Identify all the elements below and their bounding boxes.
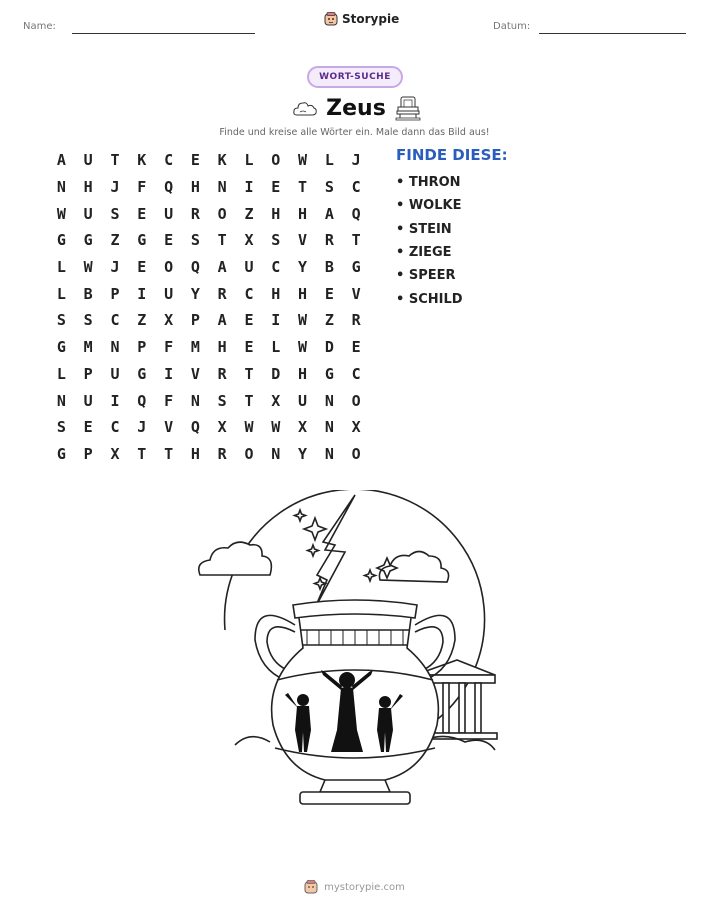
grid-letter[interactable]: N — [56, 178, 66, 197]
grid-letter[interactable]: Z — [324, 311, 334, 330]
throne-icon — [394, 95, 422, 121]
grid-letter[interactable]: E — [324, 284, 334, 303]
grid-letter[interactable]: Z — [110, 231, 120, 250]
grid-letter[interactable]: I — [164, 364, 174, 383]
grid-letter[interactable]: T — [351, 231, 361, 250]
word-item: • WOLKE — [396, 198, 462, 214]
word-item: • SCHILD — [396, 291, 463, 307]
grid-letter[interactable]: H — [271, 204, 281, 223]
grid-letter[interactable]: G — [137, 364, 147, 383]
grid-letter[interactable]: U — [298, 391, 308, 410]
grid-letter[interactable]: A — [217, 311, 227, 330]
grid-letter[interactable]: E — [137, 258, 147, 277]
grid-letter[interactable]: T — [217, 231, 227, 250]
grid-letter[interactable]: H — [190, 178, 200, 197]
grid-letter[interactable]: P — [137, 338, 147, 357]
footer-url[interactable]: mystorypie.com — [324, 881, 405, 893]
grid-letter[interactable]: T — [137, 444, 147, 463]
grid-letter[interactable]: A — [217, 258, 227, 277]
grid-letter[interactable]: X — [217, 418, 227, 437]
grid-row — [48, 254, 370, 281]
grid-letter[interactable]: W — [244, 418, 254, 437]
grid-letter[interactable]: Q — [351, 204, 361, 223]
title-row — [282, 92, 432, 124]
grid-letter[interactable]: O — [351, 391, 361, 410]
grid-letter[interactable]: Y — [298, 258, 308, 277]
name-label: Name: — [23, 21, 56, 32]
instructions: Finde und kreise alle Wörter ein. Male dann das Bild aus! — [219, 127, 490, 138]
grid-letter[interactable]: V — [164, 418, 174, 437]
brand — [324, 12, 399, 26]
grid-letter[interactable]: V — [298, 231, 308, 250]
grid-letter[interactable]: E — [244, 338, 254, 357]
grid-letter[interactable]: W — [298, 311, 308, 330]
grid-letter[interactable]: U — [244, 258, 254, 277]
grid-letter[interactable]: A — [56, 151, 66, 170]
grid-letter[interactable]: W — [56, 204, 66, 223]
grid-letter[interactable]: B — [83, 284, 93, 303]
grid-letter[interactable]: H — [83, 178, 93, 197]
grid-letter[interactable]: X — [110, 444, 120, 463]
grid-letter[interactable]: V — [351, 284, 361, 303]
grid-letter[interactable]: E — [190, 151, 200, 170]
grid-letter[interactable]: J — [110, 258, 120, 277]
grid-letter[interactable]: D — [271, 364, 281, 383]
grid-row — [48, 227, 370, 254]
grid-letter[interactable]: J — [351, 151, 361, 170]
grid-letter[interactable]: K — [137, 151, 147, 170]
grid-letter[interactable]: R — [217, 284, 227, 303]
grid-letter[interactable]: R — [324, 231, 334, 250]
grid-letter[interactable]: L — [324, 151, 334, 170]
grid-letter[interactable]: Q — [137, 391, 147, 410]
grid-letter[interactable]: U — [164, 204, 174, 223]
grid-letter[interactable]: H — [298, 364, 308, 383]
grid-letter[interactable]: F — [164, 338, 174, 357]
grid-letter[interactable]: O — [164, 258, 174, 277]
footer — [0, 880, 709, 894]
grid-letter[interactable]: O — [351, 444, 361, 463]
grid-letter[interactable]: T — [298, 178, 308, 197]
grid-letter[interactable]: U — [83, 151, 93, 170]
grid-row — [48, 280, 370, 307]
grid-letter[interactable]: G — [351, 258, 361, 277]
grid-letter[interactable]: E — [351, 338, 361, 357]
grid-letter[interactable]: X — [164, 311, 174, 330]
grid-letter[interactable]: O — [217, 204, 227, 223]
grid-letter[interactable]: C — [244, 284, 254, 303]
date-label: Datum: — [493, 21, 531, 32]
grid-letter[interactable]: U — [110, 364, 120, 383]
grid-letter[interactable]: L — [244, 151, 254, 170]
grid-letter[interactable]: Z — [244, 204, 254, 223]
grid-letter[interactable]: H — [190, 444, 200, 463]
word-item: • STEIN — [396, 221, 452, 237]
grid-letter[interactable]: C — [164, 151, 174, 170]
grid-row — [48, 174, 370, 201]
grid-letter[interactable]: L — [56, 284, 66, 303]
grid-letter[interactable]: W — [83, 258, 93, 277]
grid-letter[interactable]: G — [83, 231, 93, 250]
grid-row — [48, 414, 370, 441]
grid-letter[interactable]: H — [298, 284, 308, 303]
date-line[interactable] — [539, 33, 686, 34]
grid-letter[interactable]: H — [217, 338, 227, 357]
grid-letter[interactable]: C — [110, 418, 120, 437]
grid-letter[interactable]: H — [298, 204, 308, 223]
grid-letter[interactable]: E — [244, 311, 254, 330]
grid-letter[interactable]: N — [324, 444, 334, 463]
grid-letter[interactable]: H — [271, 284, 281, 303]
page-title: Zeus — [326, 95, 386, 121]
grid-letter[interactable]: C — [351, 364, 361, 383]
grid-letter[interactable]: C — [271, 258, 281, 277]
grid-letter[interactable]: R — [351, 311, 361, 330]
grid-letter[interactable]: C — [351, 178, 361, 197]
grid-letter[interactable]: N — [217, 178, 227, 197]
grid-letter[interactable]: W — [298, 338, 308, 357]
word-list — [396, 171, 463, 311]
grid-letter[interactable]: S — [56, 418, 66, 437]
grid-letter[interactable]: T — [164, 444, 174, 463]
grid-letter[interactable]: G — [56, 444, 66, 463]
grid-letter[interactable]: O — [271, 151, 281, 170]
grid-letter[interactable]: K — [217, 151, 227, 170]
grid-letter[interactable]: Z — [137, 311, 147, 330]
grid-row — [48, 441, 370, 468]
grid-letter[interactable]: L — [56, 364, 66, 383]
grid-letter[interactable]: E — [164, 231, 174, 250]
grid-letter[interactable]: P — [83, 364, 93, 383]
grid-letter[interactable]: I — [137, 284, 147, 303]
grid-letter[interactable]: V — [190, 364, 200, 383]
word-item: • THRON — [396, 175, 461, 191]
grid-letter[interactable]: Q — [164, 178, 174, 197]
grid-letter[interactable]: T — [244, 364, 254, 383]
grid-letter[interactable]: F — [137, 178, 147, 197]
grid-letter[interactable]: Y — [298, 444, 308, 463]
grid-letter[interactable]: O — [244, 444, 254, 463]
grid-letter[interactable]: P — [110, 284, 120, 303]
grid-letter[interactable]: P — [83, 444, 93, 463]
grid-letter[interactable]: U — [83, 204, 93, 223]
grid-letter[interactable]: X — [244, 231, 254, 250]
grid-row — [48, 361, 370, 388]
grid-letter[interactable]: M — [83, 338, 93, 357]
grid-letter[interactable]: J — [137, 418, 147, 437]
grid-letter[interactable]: M — [190, 338, 200, 357]
grid-row — [48, 334, 370, 361]
grid-letter[interactable]: G — [56, 338, 66, 357]
grid-letter[interactable]: G — [324, 364, 334, 383]
storypie-logo-icon — [324, 12, 338, 26]
grid-letter[interactable]: U — [164, 284, 174, 303]
find-list-title: FINDE DIESE: — [396, 146, 508, 164]
grid-letter[interactable]: G — [137, 231, 147, 250]
grid-letter[interactable]: S — [190, 231, 200, 250]
grid-letter[interactable]: Q — [190, 418, 200, 437]
grid-letter[interactable]: C — [110, 311, 120, 330]
grid-letter[interactable]: F — [164, 391, 174, 410]
grid-letter[interactable]: N — [324, 391, 334, 410]
grid-letter[interactable]: E — [271, 178, 281, 197]
grid-letter[interactable]: I — [271, 311, 281, 330]
grid-letter[interactable]: E — [83, 418, 93, 437]
cloud-icon — [292, 98, 318, 118]
grid-letter[interactable]: N — [271, 444, 281, 463]
grid-letter[interactable]: R — [190, 204, 200, 223]
grid-row — [48, 147, 370, 174]
grid-letter[interactable]: X — [351, 418, 361, 437]
grid-letter[interactable]: W — [298, 151, 308, 170]
grid-letter[interactable]: R — [217, 444, 227, 463]
grid-letter[interactable]: N — [324, 418, 334, 437]
grid-row — [48, 200, 370, 227]
grid-letter[interactable]: R — [217, 364, 227, 383]
brand-name: Storypie — [342, 12, 400, 26]
grid-letter[interactable]: T — [244, 391, 254, 410]
grid-letter[interactable]: S — [83, 311, 93, 330]
grid-letter[interactable]: X — [271, 391, 281, 410]
word-item: • ZIEGE — [396, 245, 452, 261]
grid-letter[interactable]: W — [271, 418, 281, 437]
grid-letter[interactable]: I — [244, 178, 254, 197]
grid-letter[interactable]: I — [110, 391, 120, 410]
zeus-vase-coloring-illustration[interactable] — [195, 490, 515, 815]
grid-letter[interactable]: Y — [190, 284, 200, 303]
grid-letter[interactable]: D — [324, 338, 334, 357]
grid-letter[interactable]: S — [56, 311, 66, 330]
grid-row — [48, 307, 370, 334]
grid-letter[interactable]: S — [324, 178, 334, 197]
grid-letter[interactable]: G — [56, 231, 66, 250]
grid-letter[interactable]: J — [110, 178, 120, 197]
grid-letter[interactable]: U — [83, 391, 93, 410]
storypie-logo-icon — [304, 880, 318, 894]
word-search-grid[interactable] — [48, 147, 370, 467]
grid-letter[interactable]: X — [298, 418, 308, 437]
grid-letter[interactable]: N — [110, 338, 120, 357]
grid-letter[interactable]: L — [271, 338, 281, 357]
category-badge: WORT-SUCHE — [307, 66, 403, 88]
grid-letter[interactable]: L — [56, 258, 66, 277]
grid-row — [48, 387, 370, 414]
name-line[interactable] — [72, 33, 255, 34]
grid-letter[interactable]: S — [271, 231, 281, 250]
grid-letter[interactable]: A — [324, 204, 334, 223]
grid-letter[interactable]: T — [110, 151, 120, 170]
word-item: • SPEER — [396, 268, 456, 284]
grid-letter[interactable]: S — [110, 204, 120, 223]
grid-letter[interactable]: Q — [190, 258, 200, 277]
grid-letter[interactable]: N — [190, 391, 200, 410]
grid-letter[interactable]: E — [137, 204, 147, 223]
grid-letter[interactable]: B — [324, 258, 334, 277]
grid-letter[interactable]: S — [217, 391, 227, 410]
grid-letter[interactable]: P — [190, 311, 200, 330]
grid-letter[interactable]: N — [56, 391, 66, 410]
